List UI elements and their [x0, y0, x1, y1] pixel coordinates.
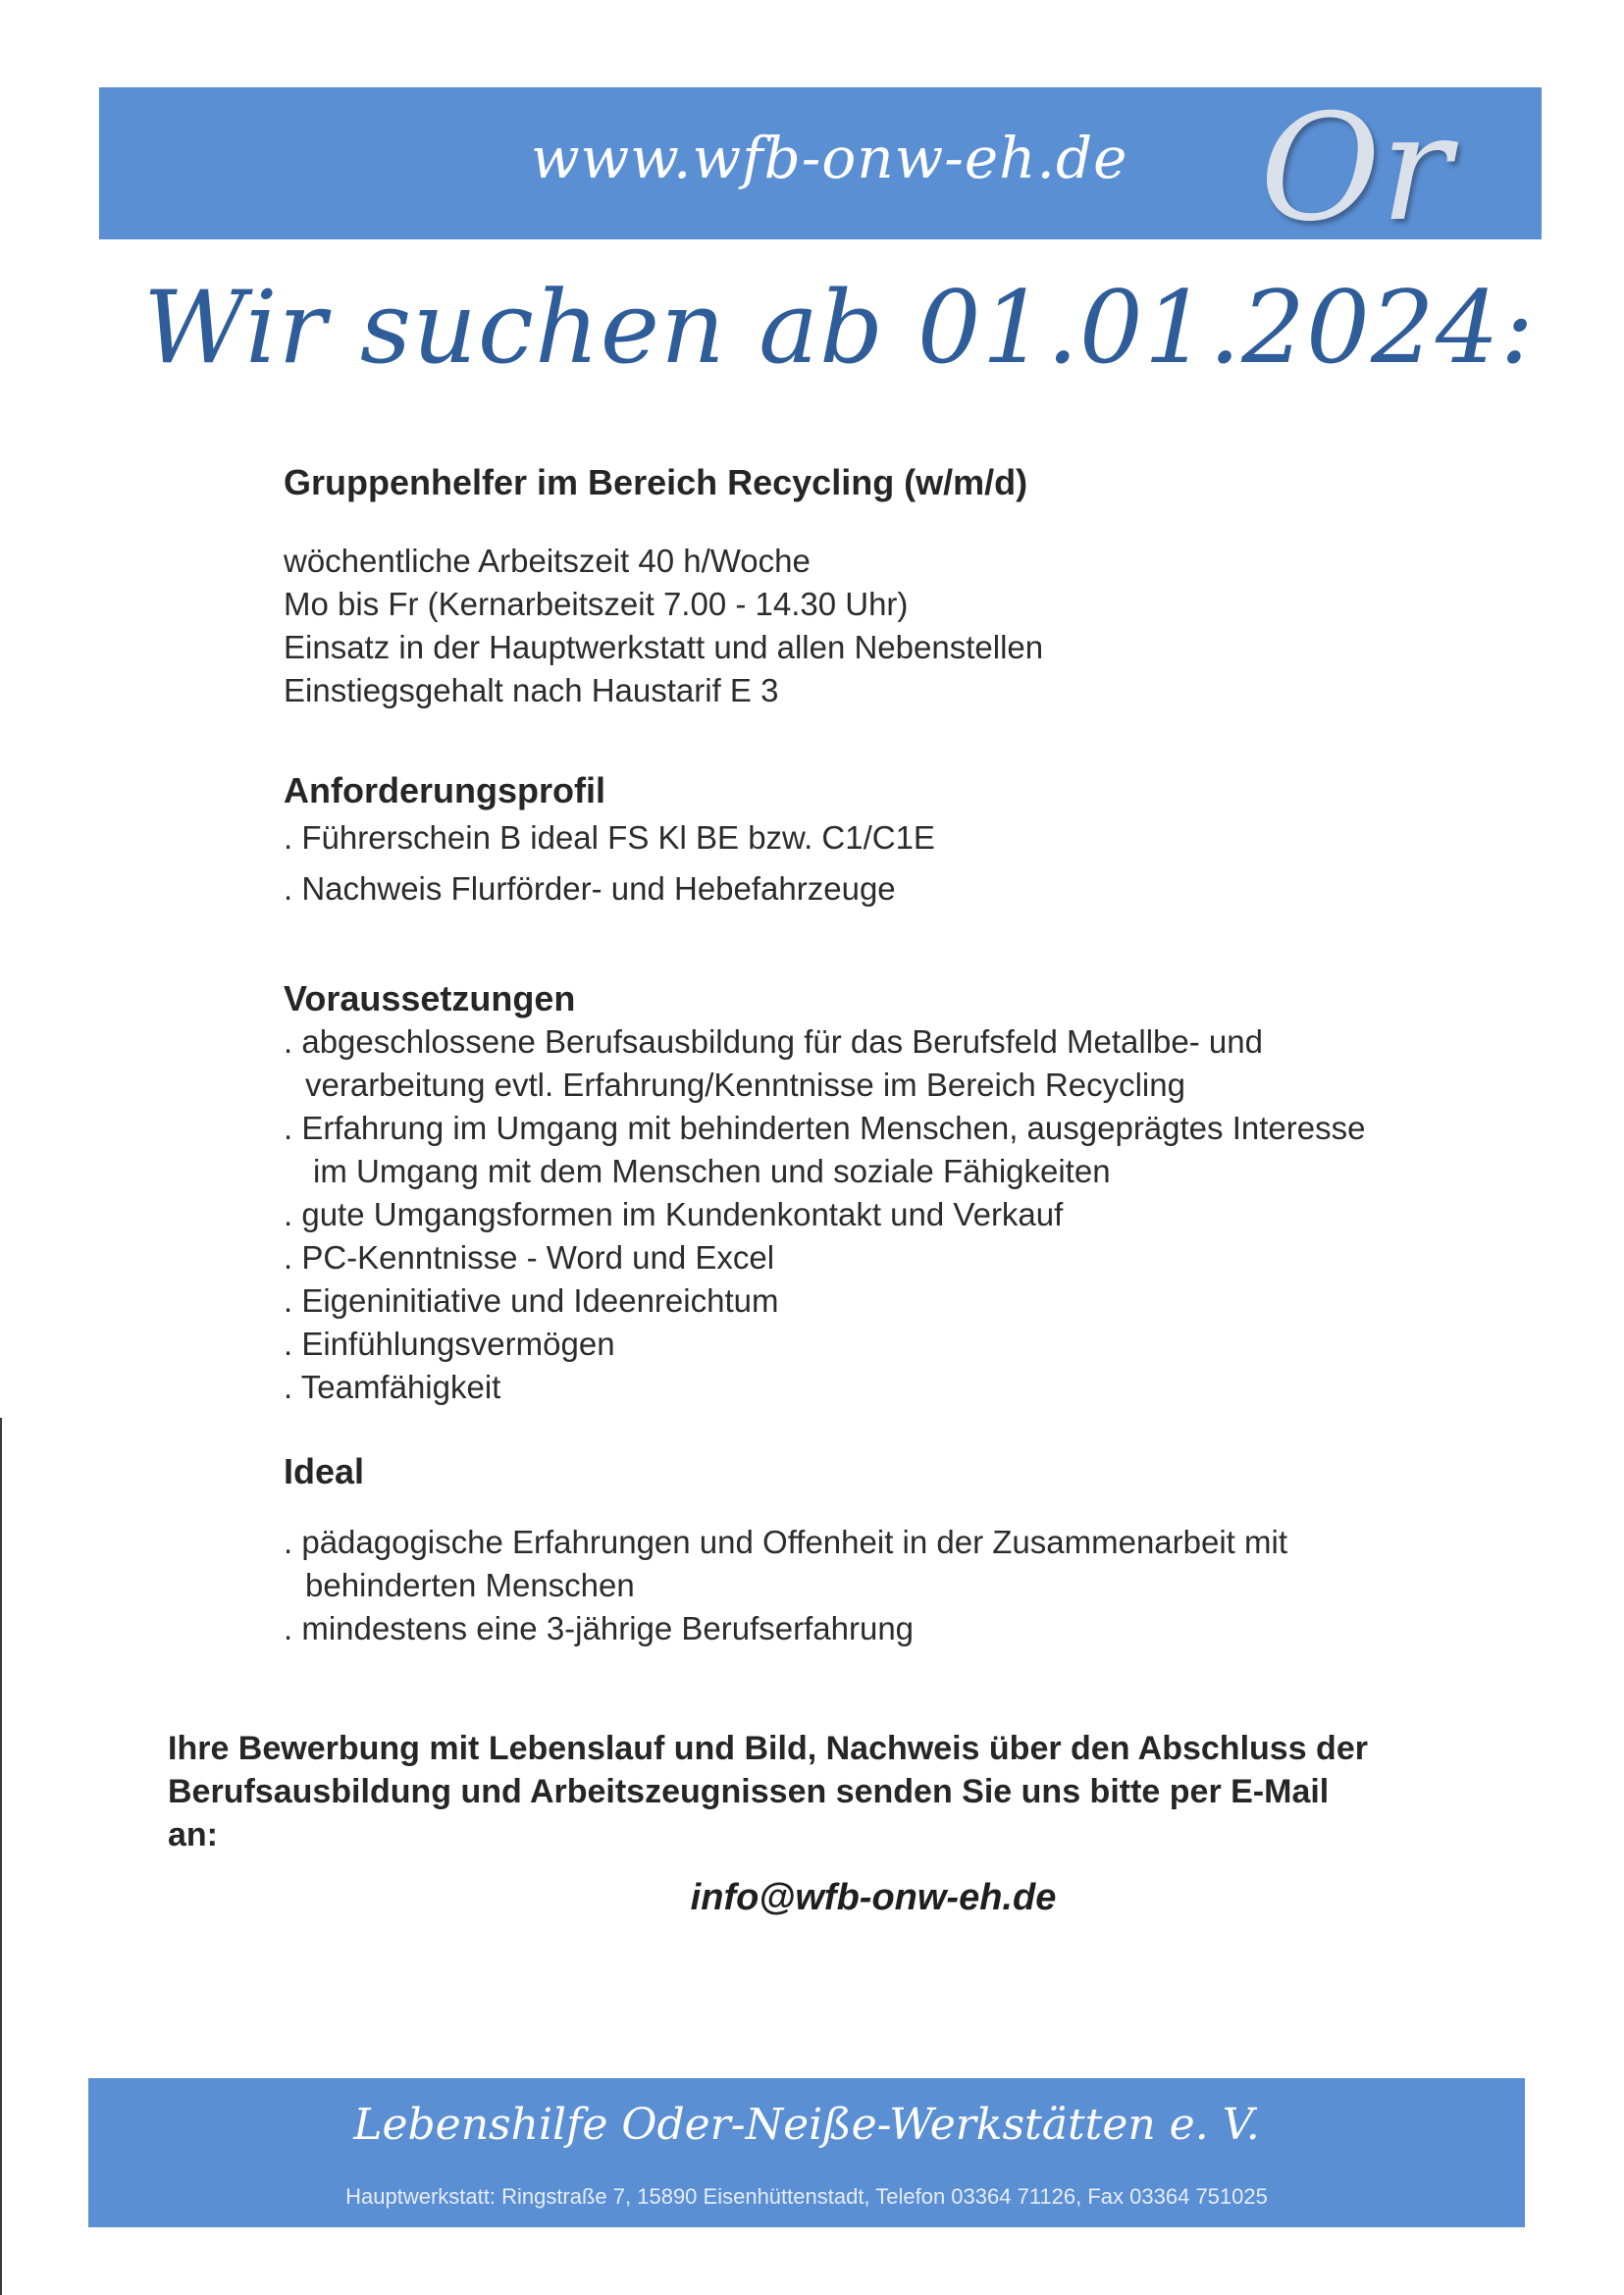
organization-logo: Or	[1260, 83, 1451, 254]
requirement-item: . Einfühlungsvermögen	[284, 1326, 615, 1362]
requirement-item: . Erfahrung im Umgang mit behinderten Menschen, ausgeprägtes Interesse	[284, 1110, 1366, 1146]
organization-address: Hauptwerkstatt: Ringstraße 7, 15890 Eisenhüttenstadt, Telefon 03364 71126, Fax 03364 751025	[345, 2184, 1268, 2209]
job-detail: wöchentliche Arbeitszeit 40 h/Woche	[284, 543, 811, 579]
application-instructions	[168, 1727, 1542, 1856]
website-url[interactable]: www.wfb-onw-eh.de	[531, 125, 1128, 191]
header-banner	[99, 83, 1542, 254]
profile-heading: Anforderungsprofil	[284, 770, 605, 810]
ideal-heading: Ideal	[284, 1451, 365, 1491]
requirement-item: . PC-Kenntnisse - Word und Excel	[284, 1239, 775, 1276]
job-posting-content	[284, 461, 1549, 1650]
job-title: Gruppenhelfer im Bereich Recycling (w/m/d)	[284, 462, 1028, 502]
application-line: Berufsausbildung und Arbeitszeugnissen senden Sie uns bitte per E-Mail	[168, 1773, 1330, 1810]
requirement-item: . Teamfähigkeit	[284, 1369, 501, 1405]
footer-banner	[88, 2078, 1525, 2227]
application-line: an:	[168, 1816, 218, 1853]
application-line: Ihre Bewerbung mit Lebenslauf und Bild, Nachweis über den Abschluss der	[168, 1730, 1368, 1767]
job-detail: Einstiegsgehalt nach Haustarif E 3	[284, 672, 779, 708]
ideal-item: behinderten Menschen	[305, 1567, 635, 1603]
ideal-item: . mindestens eine 3-jährige Berufserfahrung	[284, 1610, 915, 1646]
page-headline: Wir suchen ab 01.01.2024:	[143, 270, 1536, 387]
profile-item: . Nachweis Flurförder- und Hebefahrzeuge	[284, 870, 896, 907]
profile-item: . Führerschein B ideal FS Kl BE bzw. C1/C1E	[284, 819, 935, 856]
page-edge-line	[0, 1418, 2, 2295]
organization-name: Lebenshilfe Oder-Neiße-Werkstätten e. V.	[353, 2100, 1260, 2150]
requirement-item: verarbeitung evtl. Erfahrung/Kenntnisse im Bereich Recycling	[305, 1067, 1185, 1103]
requirement-item: . gute Umgangsformen im Kundenkontakt und Verkauf	[284, 1196, 1064, 1232]
requirements-heading: Voraussetzungen	[284, 978, 576, 1018]
job-detail: Einsatz in der Hauptwerkstatt und allen Nebenstellen	[284, 629, 1044, 665]
contact-email[interactable]: info@wfb-onw-eh.de	[690, 1877, 1057, 1918]
requirement-item: . Eigeninitiative und Ideenreichtum	[284, 1282, 779, 1319]
requirement-item: . abgeschlossene Berufsausbildung für das Berufsfeld Metallbe- und	[284, 1023, 1263, 1060]
requirement-item: im Umgang mit dem Menschen und soziale Fähigkeiten	[313, 1153, 1111, 1189]
job-detail: Mo bis Fr (Kernarbeitszeit 7.00 - 14.30 Uhr)	[284, 586, 909, 622]
ideal-item: . pädagogische Erfahrungen und Offenheit in der Zusammenarbeit mit	[284, 1524, 1287, 1560]
